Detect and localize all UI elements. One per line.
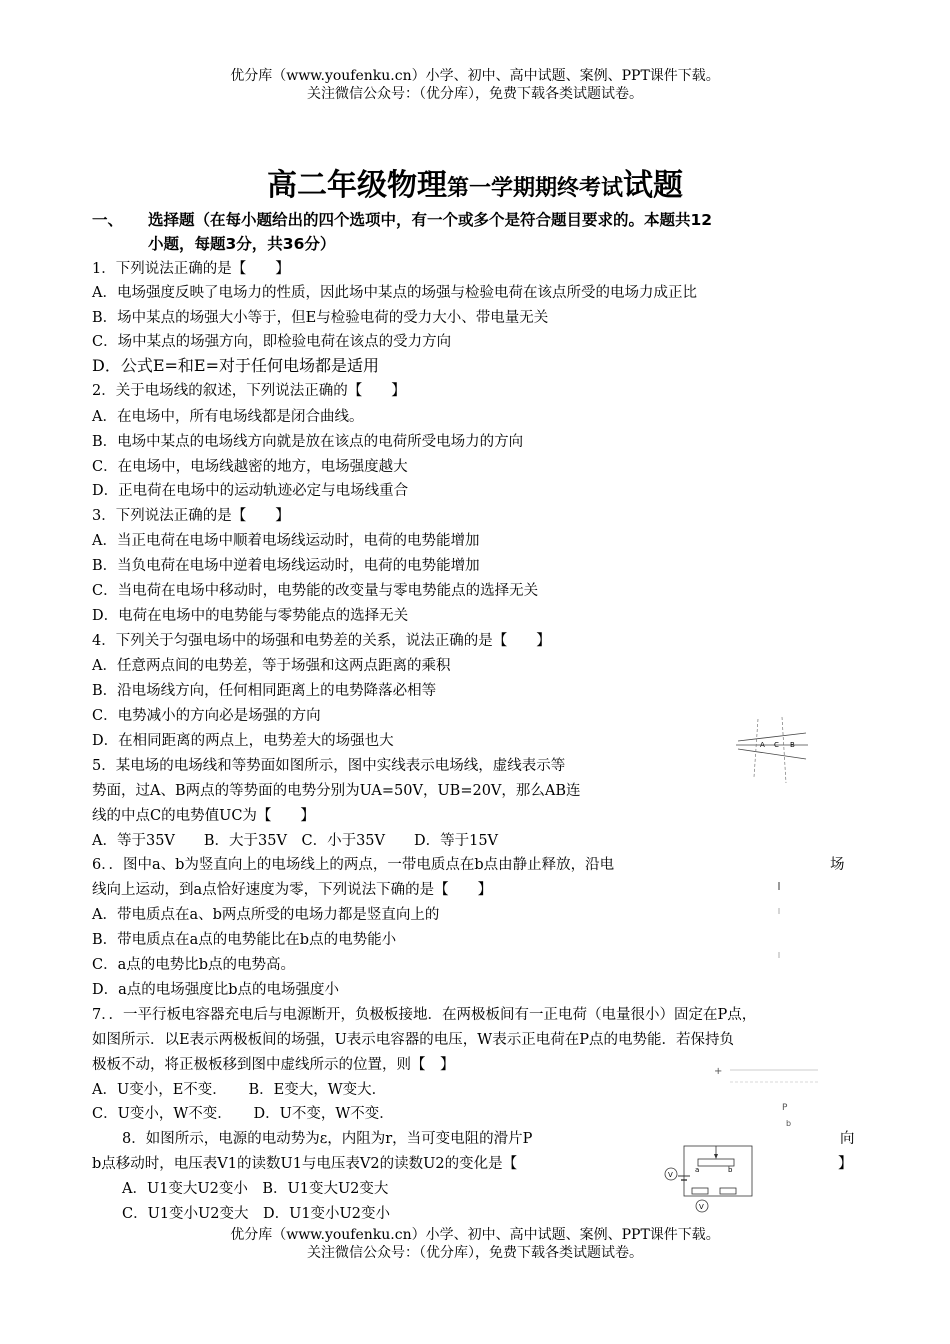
- text-line: B．当负电荷在电场中逆着电场线运动时，电荷的电势能增加: [92, 558, 480, 574]
- fig5-label-a: A: [760, 741, 765, 749]
- text-line: B．带电质点在a点的电势能比在b点的电势能小: [92, 932, 397, 948]
- footer-line-2: 关注微信公众号：（优分库），免费下载各类试题试卷。: [307, 1245, 643, 1261]
- q5-field-figure: [730, 715, 810, 785]
- q8-bracket-close: 】: [838, 1156, 853, 1172]
- header-line-2: 关注微信公众号：（优分库），免费下载各类试题试卷。: [307, 86, 643, 102]
- text-line: A．在电场中，所有电场线都是闭合曲线。: [92, 409, 364, 425]
- text-line: 线的中点C的电势值UC为【 】: [92, 808, 315, 824]
- title-part-2: 第一学期期终考试: [446, 175, 623, 201]
- fig7-label-b: b: [786, 1119, 792, 1128]
- text-line: D．电荷在电场中的电势能与零势能点的选择无关: [92, 608, 409, 624]
- text-line: C．U变小，W不变． D．U不变，W不变．: [92, 1106, 394, 1122]
- q6-field-line-figure: [772, 878, 788, 968]
- text-line: C．当电荷在电场中移动时，电势能的改变量与零电势能点的选择无关: [92, 583, 539, 599]
- text-line: 如图所示．以E表示两极板间的场强，U表示电容器的电压，W表示正电荷在P点的电势能．若保持负: [92, 1032, 734, 1048]
- text-line: 3．下列说法正确的是【 】: [92, 508, 290, 524]
- header-line-1: 优分库（www.youfenku.cn）小学、初中、高中试题、案例、PPT课件下载。: [230, 68, 720, 84]
- footer-line-1: 优分库（www.youfenku.cn）小学、初中、高中试题、案例、PPT课件下载。: [230, 1227, 720, 1243]
- title-part-3: 试题: [623, 168, 683, 203]
- fig7-label-p: P: [782, 1103, 788, 1113]
- text-line: 7．．一平行板电容器充电后与电源断开，负极板接地．在两极板间有一正电荷（电量很小）固定在P点，: [92, 1007, 757, 1023]
- text-line: 4．下列关于匀强电场中的场强和电势差的关系，说法正确的是【 】: [92, 633, 551, 649]
- text-line: 8．如图所示，电源的电动势为ε，内阻为r，当可变电阻的滑片P: [122, 1131, 533, 1147]
- text-line: 势面，过A、B两点的等势面的电势分别为UA=50V，UB=20V，那么AB连: [92, 783, 581, 799]
- text-line: C．U1变小U2变大 D．U1变小U2变小: [122, 1206, 391, 1222]
- q6-continuation-char: 场: [830, 857, 845, 873]
- fig8-label-a: a: [695, 1166, 700, 1174]
- text-line: A．U变小，E不变． B．E变大，W变大．: [92, 1082, 387, 1098]
- fig5-label-b: B: [790, 741, 795, 749]
- text-line: 6．．图中a、b为竖直向上的电场线上的两点，一带电质点在b点由静止释放，沿电: [92, 857, 615, 873]
- text-line: D．a点的电场强度比b点的电场强度小: [92, 982, 340, 998]
- fig8-label-b: b: [728, 1166, 733, 1174]
- text-line: C．电势减小的方向必是场强的方向: [92, 708, 321, 724]
- text-line: b点移动时，电压表V1的读数U1与电压表V2的读数U2的变化是【: [92, 1156, 518, 1172]
- text-line: 1．下列说法正确的是【 】: [92, 261, 290, 277]
- text-line: 5．某电场的电场线和等势面如图所示，图中实线表示电场线，虚线表示等: [92, 758, 566, 774]
- text-line: D．在相同距离的两点上，电势差大的场强也大: [92, 733, 394, 749]
- text-line: D．公式E=和E=对于任何电场都是适用: [92, 356, 380, 375]
- text-line: D．正电荷在电场中的运动轨迹必定与电场线重合: [92, 483, 409, 499]
- section-number: 一、: [92, 211, 124, 229]
- text-line: 2．关于电场线的叙述，下列说法正确的【 】: [92, 383, 406, 399]
- title-part-1: 高二年级物理: [266, 168, 447, 203]
- text-line: A．任意两点间的电势差，等于场强和这两点距离的乘积: [92, 658, 451, 674]
- text-line: A．带电质点在a、b两点所受的电场力都是竖直向上的: [92, 907, 440, 923]
- section-heading-line-2: 小题，每题3分，共36分）: [148, 235, 336, 253]
- fig5-label-c: C: [774, 741, 779, 749]
- text-line: C．在电场中，电场线越密的地方，电场强度越大: [92, 459, 408, 475]
- section-heading-line-1: 选择题（在每小题给出的四个选项中，有一个或多个是符合题目要求的。本题共12: [148, 211, 713, 229]
- text-line: A．当正电荷在电场中顺着电场线运动时，电荷的电势能增加: [92, 533, 480, 549]
- text-line: C．a点的电势比b点的电势高。: [92, 957, 296, 973]
- text-line: A．U1变大U2变小 B．U1变大U2变大: [122, 1181, 389, 1197]
- fig8-voltmeter-2-label: V: [699, 1203, 704, 1211]
- text-line: A．电场强度反映了电场力的性质，因此场中某点的场强与检验电荷在该点所受的电场力成正比: [92, 285, 697, 301]
- q8-circuit-figure: [662, 1136, 762, 1216]
- text-line: 线向上运动，到a点恰好速度为零，下列说法下确的是【 】: [92, 882, 493, 898]
- text-line: C．场中某点的场强方向，即检验电荷在该点的受力方向: [92, 334, 452, 350]
- page-title: [0, 160, 950, 204]
- text-line: B．场中某点的场强大小等于，但E与检验电荷的受力大小、带电量无关: [92, 310, 549, 326]
- text-line: B．电场中某点的电场线方向就是放在该点的电荷所受电场力的方向: [92, 434, 524, 450]
- fig8-voltmeter-1-label: V: [668, 1171, 673, 1179]
- fig7-plus-sign: +: [714, 1066, 723, 1077]
- q7-capacitor-figure: [700, 1060, 830, 1132]
- text-line: 极板不动，将正极板移到图中虚线所示的位置，则【 】: [92, 1057, 455, 1073]
- q8-continuation-char: 向: [840, 1131, 855, 1147]
- text-line: A．等于35V B．大于35V C．小于35V D．等于15V: [92, 833, 499, 849]
- text-line: B．沿电场线方向，任何相同距离上的电势降落必相等: [92, 683, 437, 699]
